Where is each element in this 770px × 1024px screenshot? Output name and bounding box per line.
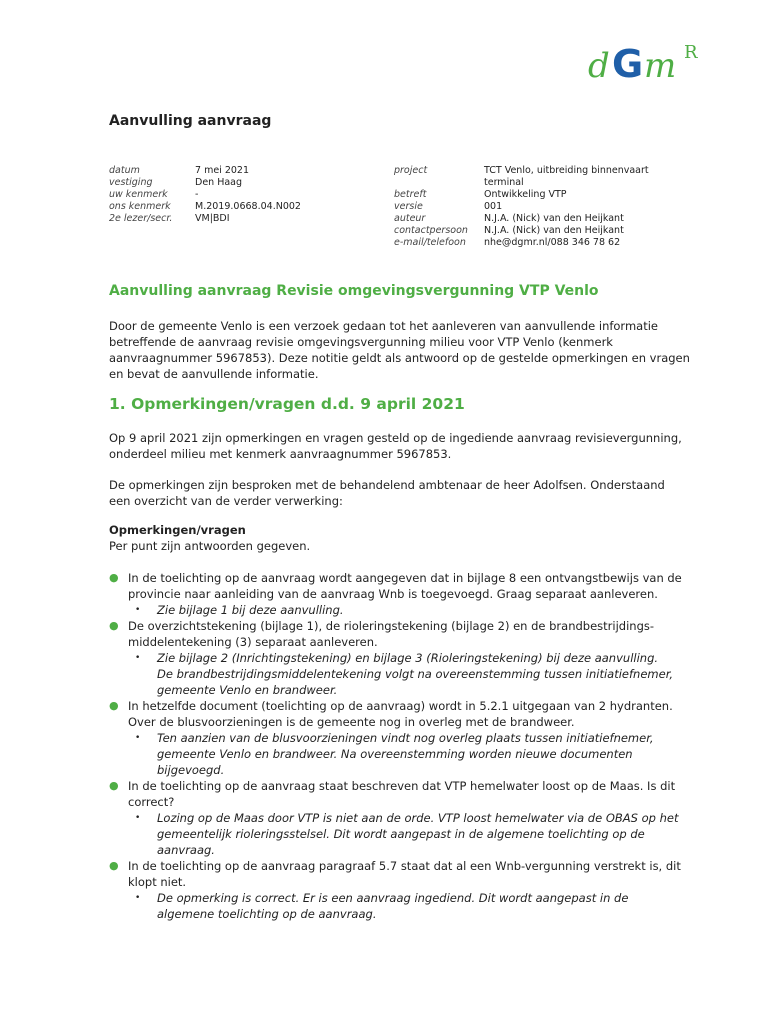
meta-row-project <box>394 165 649 177</box>
answer-item <box>128 602 699 618</box>
subheading-text: Per punt zijn antwoorden gegeven. <box>109 539 311 553</box>
answer-line: Ten aanzien van de blusvoorzieningen vindt nog overleg plaats tussen initiatiefnemer, <box>157 731 654 745</box>
logo-letter-g: G <box>612 42 644 86</box>
meta-row-versie <box>394 201 649 213</box>
answer-line: aanvraag. <box>157 843 215 857</box>
remark-line: In de toelichting op de aanvraag staat beschreven dat VTP hemelwater loost op de Maas. Is dit <box>128 779 676 793</box>
answer-item <box>128 810 699 858</box>
meta-label: vestiging <box>109 177 153 188</box>
meta-value: 001 <box>484 201 503 212</box>
sub-bullet-icon: • <box>135 605 141 615</box>
meta-row-vestiging <box>109 177 301 189</box>
paragraph-line: een overzicht van de verder verwerking: <box>109 494 343 508</box>
meta-label: datum <box>109 165 140 176</box>
paragraph-line: Op 9 april 2021 zijn opmerkingen en vragen gesteld op de ingediende aanvraag revisievergunning, <box>109 431 682 445</box>
meta-block-right <box>394 165 649 249</box>
bullet-icon: ● <box>109 859 119 872</box>
paragraph-line: en bevat de aanvullende informatie. <box>109 367 319 381</box>
meta-row-uw-kenmerk <box>109 189 301 201</box>
meta-row-datum <box>109 165 301 177</box>
meta-value: nhe@dgmr.nl/088 346 78 62 <box>484 237 621 248</box>
dgmr-logo <box>588 40 718 90</box>
intro-paragraph <box>109 318 689 382</box>
section-1-heading: 1. Opmerkingen/vragen d.d. 9 april 2021 <box>109 395 465 413</box>
answer-line: gemeente Venlo en brandweer. <box>157 683 338 697</box>
meta-row-lezer <box>109 213 301 225</box>
meta-value: terminal <box>484 177 524 188</box>
meta-label: betreft <box>394 189 427 200</box>
meta-value: M.2019.0668.04.N002 <box>195 201 301 212</box>
meta-row-auteur <box>394 213 649 225</box>
remark-line: middelentekening (3) separaat aanleveren. <box>128 635 378 649</box>
sub-bullet-icon: • <box>135 813 141 823</box>
answer-line: algemene toelichting op de aanvraag. <box>157 907 377 921</box>
answer-line: gemeente Venlo en brandweer. Na overeenstemming worden nieuwe documenten <box>157 747 633 761</box>
main-heading: Aanvulling aanvraag Revisie omgevingsvergunning VTP Venlo <box>109 283 599 299</box>
sub-bullet-icon: • <box>135 733 141 743</box>
answer-line: De opmerking is correct. Er is een aanvraag ingediend. Dit wordt aangepast in de <box>157 891 629 905</box>
logo-letter-d: d <box>588 46 610 86</box>
logo-letter-r: R <box>684 42 698 63</box>
section-1-paragraph-2 <box>109 477 689 509</box>
answer-item <box>128 730 699 778</box>
meta-value: Ontwikkeling VTP <box>484 189 567 200</box>
answer-line: Lozing op de Maas door VTP is niet aan de orde. VTP loost hemelwater via de OBAS op het <box>157 811 679 825</box>
answer-line: gemeentelijk rioleringsstelsel. Dit wordt aangepast in de algemene toelichting op de <box>157 827 645 841</box>
remark-line: In de toelichting op de aanvraag paragraaf 5.7 staat dat al een Wnb-vergunning verstrekt is, dit <box>128 859 681 873</box>
meta-label: auteur <box>394 213 426 224</box>
remark-item <box>109 570 699 618</box>
meta-block-left <box>109 165 301 225</box>
meta-value: Den Haag <box>195 177 243 188</box>
meta-value: TCT Venlo, uitbreiding binnenvaart <box>484 165 649 176</box>
answer-line: De brandbestrijdingsmiddelentekening volgt na overeenstemming tussen initiatiefnemer, <box>157 667 674 681</box>
subheading: Opmerkingen/vragen <box>109 523 246 537</box>
meta-label: versie <box>394 201 423 212</box>
answer-item <box>128 890 699 922</box>
meta-row-ons-kenmerk <box>109 201 301 213</box>
remark-line: In de toelichting op de aanvraag wordt aangegeven dat in bijlage 8 een ontvangstbewijs van de <box>128 571 682 585</box>
remark-item <box>109 858 699 922</box>
answer-line: Zie bijlage 2 (Inrichtingstekening) en bijlage 3 (Rioleringstekening) bij deze aanvulling. <box>157 651 659 665</box>
remark-line: provincie naar aanleiding van de aanvraag Wnb is toegevoegd. Graag separaat aanleveren. <box>128 587 658 601</box>
meta-value: 7 mei 2021 <box>195 165 249 176</box>
paragraph-line: aanvraagnummer 5967853). Deze notitie geldt als antwoord op de gestelde opmerkingen en vragen <box>109 351 690 365</box>
answer-item <box>128 650 699 698</box>
meta-row-betreft <box>394 189 649 201</box>
answer-line: Zie bijlage 1 bij deze aanvulling. <box>157 603 344 617</box>
meta-value: N.J.A. (Nick) van den Heijkant <box>484 225 624 236</box>
remark-item <box>109 778 699 858</box>
meta-row-email <box>394 237 649 249</box>
remark-line: Over de blusvoorzieningen is de gemeente nog in overleg met de brandweer. <box>128 715 575 729</box>
remark-line: In hetzelfde document (toelichting op de aanvraag) wordt in 5.2.1 uitgegaan van 2 hydranten. <box>128 699 673 713</box>
logo-letter-m: m <box>644 46 677 86</box>
bullet-icon: ● <box>109 571 119 584</box>
sub-bullet-icon: • <box>135 893 141 903</box>
meta-value: - <box>195 189 199 200</box>
meta-label: ons kenmerk <box>109 201 171 212</box>
meta-value: VM|BDI <box>195 213 230 224</box>
remark-item <box>109 618 699 698</box>
meta-row-project-cont <box>394 177 649 189</box>
meta-row-contactpersoon <box>394 225 649 237</box>
paragraph-line: De opmerkingen zijn besproken met de behandelend ambtenaar de heer Adolfsen. Onderstaand <box>109 478 665 492</box>
remark-line: klopt niet. <box>128 875 187 889</box>
document-title: Aanvulling aanvraag <box>109 113 272 129</box>
meta-label: project <box>394 165 428 176</box>
meta-label <box>394 177 484 189</box>
remarks-list <box>109 570 699 922</box>
meta-label: e-mail/telefoon <box>394 237 466 248</box>
bullet-icon: ● <box>109 619 119 632</box>
section-1-paragraph-1 <box>109 430 689 462</box>
remark-line: De overzichtstekening (bijlage 1), de rioleringstekening (bijlage 2) en de brandbestrijdings- <box>128 619 655 633</box>
meta-label: 2e lezer/secr. <box>109 213 173 224</box>
sub-bullet-icon: • <box>135 653 141 663</box>
meta-value: N.J.A. (Nick) van den Heijkant <box>484 213 624 224</box>
meta-label: uw kenmerk <box>109 189 168 200</box>
remark-item <box>109 698 699 778</box>
paragraph-line: betreffende de aanvraag revisie omgevingsvergunning milieu voor VTP Venlo (kenmerk <box>109 335 613 349</box>
bullet-icon: ● <box>109 779 119 792</box>
bullet-icon: ● <box>109 699 119 712</box>
answer-line: bijgevoegd. <box>157 763 225 777</box>
remark-line: correct? <box>128 795 175 809</box>
paragraph-line: onderdeel milieu met kenmerk aanvraagnummer 5967853. <box>109 447 452 461</box>
meta-label: contactpersoon <box>394 225 468 236</box>
paragraph-line: Door de gemeente Venlo is een verzoek gedaan tot het aanleveren van aanvullende informatie <box>109 319 658 333</box>
